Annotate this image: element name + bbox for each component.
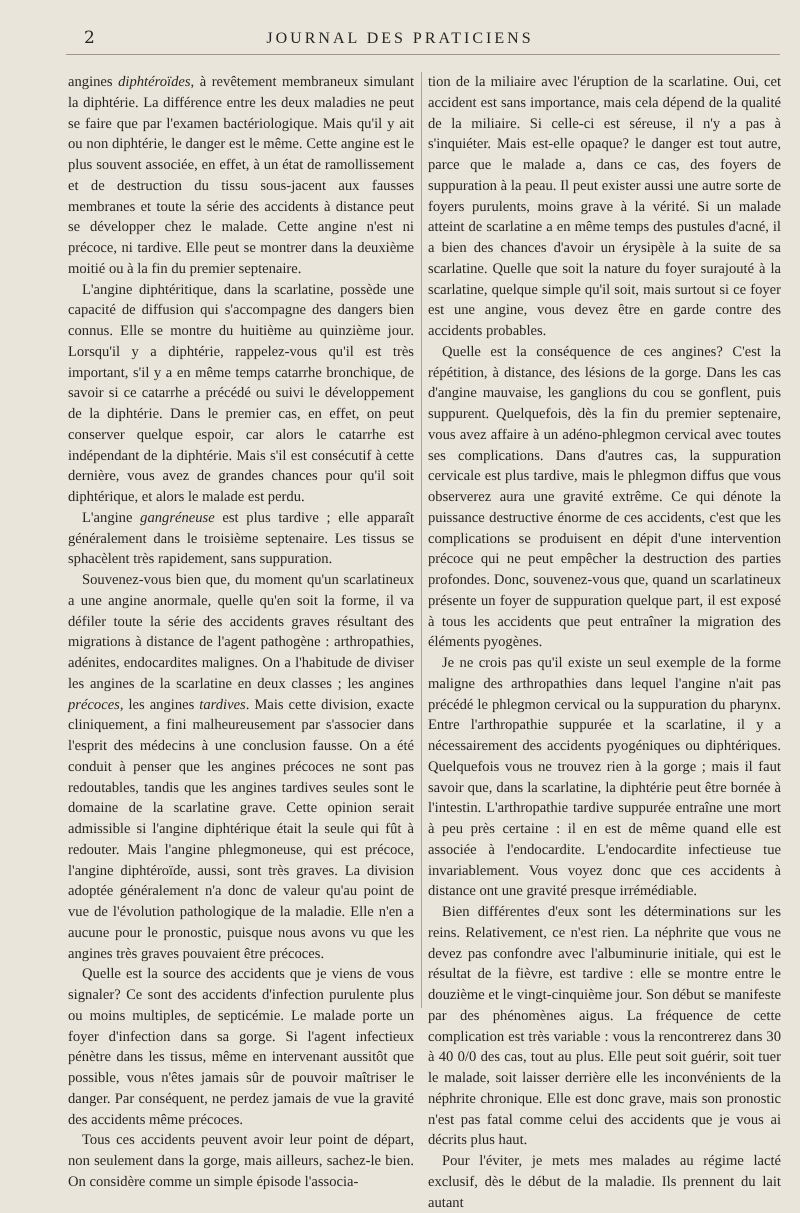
text-run: Bien différentes d'eux sont les déterminations sur les reins. Relativement, ce n'est rien. La néphrite que vous ne devez pas confondre avec l'albuminurie initiale, qui est le résultat de la fièvre, est tardive : elle se montre entre le douzième et le vingt-cinquième jour. Son début se manifeste par des phénomènes aigus. La fréquence de cette complication est très variable : vous la rencontrerez dans 30 à 40 0/0 des cas, tout au plus. Elle peut soit guérir, soit tuer le malade, soit laisser derrière elle les inconvénients de la néphrite chronique. Elle est donc grave, mais son pronostic n'est pas fatal comme celui des accidents que je vous ai décrits plus haut. [428,904,781,1149]
text-run: , à revêtement membraneux simulant la diphtérie. La différence entre les deux maladies ne peut se faire que par l'examen bactériologique. Mais qu'il y ait ou non diphtérie, le danger est le même. Cette angine est le plus souvent associée, en effet, à un état de ramollissement et de destruction du tissu sous-jacent aux fausses membranes et toute la série des accidents à distance peut se développer chez le malade. Cette angine n'est ni précoce, ni tardive. Elle peut se montrer dans la deuxième moitié ou à la fin du premier septenaire. [68,74,414,277]
paragraph [428,653,781,902]
text-run: Pour l'éviter, je mets mes malades au régime lacté exclusif, dès le début de la maladie. Ils prennent du lait autant [428,1153,781,1211]
paragraph [68,964,414,1130]
text-run: Souvenez-vous bien que, du moment qu'un scarlatineux a une angine anormale, quelle qu'en soit la forme, il va défiler toute la série des accidents graves résultant des migrations à distance de l'agent pathogène : arthropathies, adénites, endocardites malignes. On a l'habitude de diviser les angines de la scarlatine en deux classes ; les angines [68,572,414,692]
paragraph [428,1151,781,1213]
italic-term: tardives [199,696,246,713]
paragraph [428,342,781,653]
text-run: angines [68,74,119,90]
paragraph [428,902,781,1151]
paragraph [68,570,414,964]
running-title: JOURNAL DES PRATICIENS [266,30,534,47]
text-run: , les angines [119,696,200,713]
paragraph [68,1130,414,1192]
text-run: L'angine diphtéritique, dans la scarlatine, possède une capacité de diffusion qui s'accompagne des dangers bien connus. Elle se montre du huitième au quinzième jour. Lorsqu'il y a diphtérie, rappelez-vous qu'il est très important, s'il y a en même temps catarrhe bronchique, de savoir si ce catarrhe a précédé ou suivi le développement de la diphtérie. Dans le premier cas, en effet, on peut conserver quelque espoir, car alors le catarrhe est indépendant de la diphtérie. Mais s'il est consécutif à cette dernière, vous avez de grandes chances pour qu'il soit diphtérique, et alors le malade est perdu. [68,281,414,505]
text-run: L'angine [82,509,141,526]
paragraph [68,508,414,570]
left-column [68,72,414,1193]
text-run: Je ne crois pas qu'il existe un seul exemple de la forme maligne des arthropathies dans lequel l'angine n'ait pas précédé le phlegmon cervical ou la suppuration du pharynx. Entre l'arthropathie suppurée et la scarlatine, il y a nécessairement des accidents pyogéniques ou diphtériques. Quelquefois vous ne trouvez rien à la gorge ; mais il faut savoir que, dans la scarlatine, la diphtérie peut être bornée à l'intestin. L'arthropathie tardive suppurée entraîne une mort à peu près certaine : il en est de même quand elle est associée à l'endocardite. L'endocardite infectieuse tue invariablement. Vous voyez donc que ces accidents à distance ont une gravité presque irrémédiable. [428,655,781,900]
italic-term: gangréneuse [140,509,215,526]
column-divider [421,72,422,1008]
right-column [428,72,781,1213]
italic-term: diphtéroïdes [118,74,191,90]
text-run: Quelle est la source des accidents que je viens de vous signaler? Ce sont des accidents d'infection purulente plus ou moins multiples, de septicémie. Le malade porte un foyer d'infection dans sa gorge. Si l'agent infectieux pénètre dans les tissus, même en intervenant aussitôt que possible, vous n'êtes jamais sûr de pouvoir maîtriser le danger. Par conséquent, ne perdez jamais de vue la gravité des accidents même précoces. [68,966,414,1128]
text-run: Tous ces accidents peuvent avoir leur point de départ, non seulement dans la gorge, mais ailleurs, sachez-le bien. On considère comme un simple épisode l'associa- [68,1132,414,1190]
paragraph [68,72,414,280]
text-run: est plus tardive ; elle apparaît généralement dans le troisième septenaire. Les tissus se sphacèlent très rapidement, sans suppuration. [68,509,415,568]
italic-term: précoces [68,696,120,713]
paragraph [68,280,414,508]
header-rule [66,54,780,55]
text-run: tion de la miliaire avec l'éruption de la scarlatine. Oui, cet accident est sans importance, mais cela dépend de la qualité de la miliaire. Si celle-ci est séreuse, il n'y a pas à s'inquiéter. Mais est-elle opaque? le danger est tout autre, parce que le malade a, dans ce cas, des foyers de suppuration à la peau. Il peut exister aussi une autre sorte de foyers purulents, moins grave à la vérité. Si un malade atteint de scarlatine a en même temps des pustules d'acné, il a bien des chances d'avoir un érysipèle à la suite de sa scarlatine. Quelle que soit la nature du foyer surajouté à la scarlatine, quelque simple qu'il soit, mais surtout si ce foyer est une angine, vous devez être en garde contre des accidents probables. [428,74,781,339]
page-number: 2 [84,28,96,48]
paragraph [428,72,781,342]
text-run: Quelle est la conséquence de ces angines? C'est la répétition, à distance, des lésions de la gorge. Dans les cas d'angine mauvaise, les ganglions du cou se gonflent, puis suppurent. Quelquefois, dès la fin du premier septenaire, vous avez affaire à un adéno-phlegmon cervical avec toutes ses complications. Dans d'autres cas, la suppuration cervicale est plus tardive, mais le phlegmon diffus que vous observerez aura une gravité extrême. Ce qui dénote la puissance destructive énorme de ces accidents, c'est que les complications se produisent en dépit d'une intervention précoce qui ne peut empêcher la destruction des parties profondes. Donc, souvenez-vous que, quand un scarlatineux présente un foyer de suppuration quelque part, il est exposé à tous les accidents que peut entraîner la migration des éléments pyogènes. [428,343,781,651]
text-run: . Mais cette division, exacte cliniquement, a fini malheureusement par s'associer dans l'esprit des médecins à une conclusion fausse. On a été conduit à penser que les angines précoces ne sont pas redoutables, tandis que les angines tardives seules sont le domaine de la scarlatine grave. Cette opinion serait admissible si l'angine diphtérique était la seule qui fût à redouter. Mais l'angine phlegmoneuse, qui est précoce, l'angine diphtéroïde, aussi, sont très graves. La division adoptée généralement n'a donc de valeur qu'au point de vue de l'évolution pathologique de la maladie. Elle n'en a aucune pour le pronostic, puisque nous avons vu que les angines très graves pouvaient être précoces. [68,696,414,962]
